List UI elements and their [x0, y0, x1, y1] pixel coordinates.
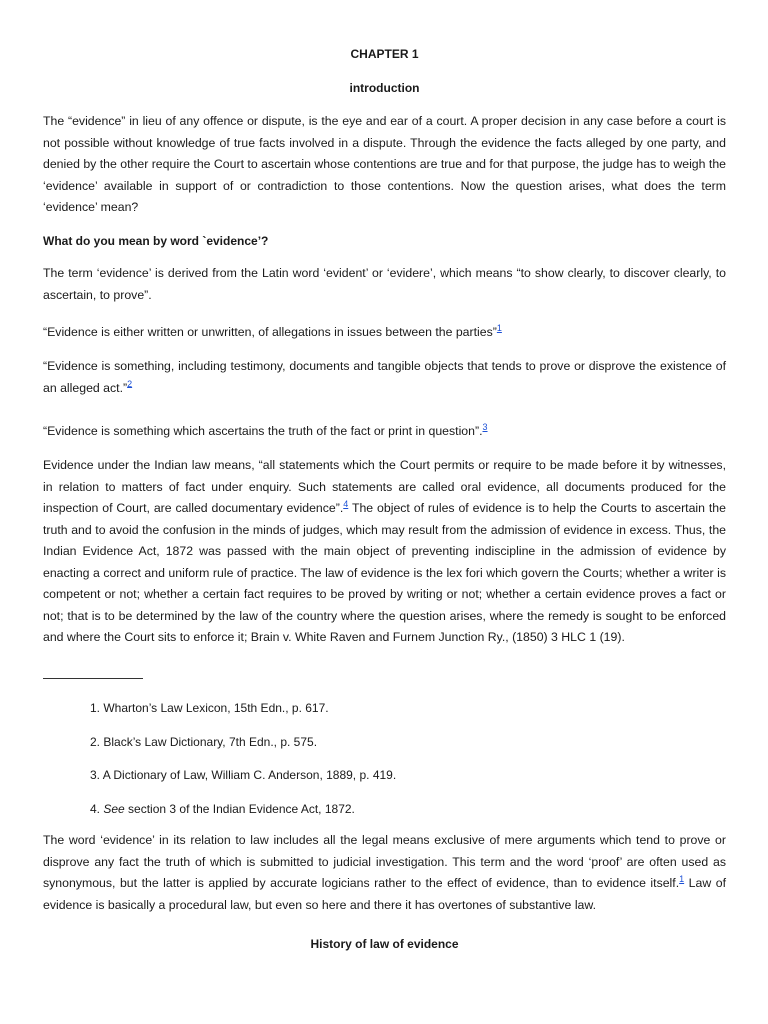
definition-2-text: “Evidence is something, including testimony, documents and tangible objects that tends to prove or disprove the existence of an alleged act.” [43, 359, 726, 395]
footnote-text: Black’s Law Dictionary, 7th Edn., p. 575. [103, 735, 318, 749]
legal-meaning-text-2: Law of evidence is basically a procedural law, but even so here and there it has overtones of substantive law. [43, 876, 726, 912]
footnote-ref-4[interactable]: 4 [343, 498, 349, 509]
footnote-1 [90, 701, 329, 715]
legal-meaning-paragraph [43, 830, 726, 916]
footnote-4 [90, 802, 355, 816]
definition-3-text: “Evidence is something which ascertains the truth of the fact or print in question”. [43, 424, 483, 438]
definition-2 [43, 356, 726, 399]
indian-law-text-2: The object of rules of evidence is to help the Courts to ascertain the truth and to avoid the confusion in the minds of judges, which may result from the admission of evidence in excess. Thus, the Indian Evidence Act, 1872 was passed with the main object of preventing indiscipline in the admission of evidence by enacting a correct and uniform rule of practice. The law of evidence is the lex fori which govern the Courts; whether a writer is competent or not; whether a certain fact requires to be proved by writing or not; whether a certain evidence proves a fact or not; that is to be determined by the law of the country where the question arises, where the remedy is sought to be enforced and where the Court sits to enforce it; Brain v. White Raven and Furnem Junction Ry., (1850) 3 HLC 1 (19). [43, 501, 726, 644]
question-heading: What do you mean by word `evidence’? [43, 234, 269, 248]
footnote-ref-1b[interactable]: 1 [679, 873, 685, 884]
footnote-number: 3. [90, 768, 101, 782]
indian-law-text-1: Evidence under the Indian law means, “all statements which the Court permits or require to be made before it by witnesses, in relation to matters of fact under enquiry. Such statements are called oral evidence, all documents produced for the inspection of Court, are called documentary evidence”. [43, 458, 726, 515]
footnote-divider [43, 678, 143, 679]
indian-law-paragraph [43, 455, 726, 649]
footnote-number: 2. [90, 735, 101, 749]
footnote-text: Wharton’s Law Lexicon, 15th Edn., p. 617. [103, 701, 329, 715]
latin-paragraph: The term ‘evidence’ is derived from the Latin word ‘evident’ or ‘evidere’, which means “to show clearly, to discover clearly, to ascertain, to prove”. [43, 266, 726, 302]
definition-1 [43, 322, 726, 344]
intro-paragraph: The “evidence” in lieu of any offence or dispute, is the eye and ear of a court. A proper decision in any case before a court is not possible without knowledge of true facts involved in a dispute. Through the evidence the facts alleged by one party, and denied by the other require the Court to ascertain whose contentions are true and for that purpose, the judge has to weigh the ‘evidence’ available in support of or contradiction to those contentions. Now the question arises, what does the term ‘evidence’ mean? [43, 114, 726, 214]
footnote-ref-2[interactable]: 2 [127, 378, 133, 389]
footnote-2 [90, 735, 317, 749]
footnote-number: 1. [90, 701, 101, 715]
footnote-ref-1[interactable]: 1 [496, 322, 502, 333]
footnote-number: 4. [90, 802, 101, 816]
chapter-title: CHAPTER 1 [350, 47, 419, 61]
definition-3 [43, 421, 726, 443]
footnote-ref-3[interactable]: 3 [482, 421, 488, 432]
definition-1-text: “Evidence is either written or unwritten, of allegations in issues between the parties” [43, 325, 497, 339]
chapter-subtitle: introduction [349, 81, 420, 95]
footnote-see: See [103, 802, 125, 816]
footnote-text: section 3 of the Indian Evidence Act, 1872. [124, 802, 355, 816]
legal-meaning-text-1: The word ‘evidence’ in its relation to law includes all the legal means exclusive of mere arguments which tend to prove or disprove any fact the truth of which is submitted to judicial investigation. This term and the word ‘proof’ are often used as synonymous, but the latter is applied by accurate logicians rather to the effect of evidence, than to evidence itself. [43, 833, 726, 890]
history-heading: History of law of evidence [310, 937, 459, 951]
footnote-text: A Dictionary of Law, William C. Anderson, 1889, p. 419. [102, 768, 397, 782]
footnote-3 [90, 768, 396, 782]
